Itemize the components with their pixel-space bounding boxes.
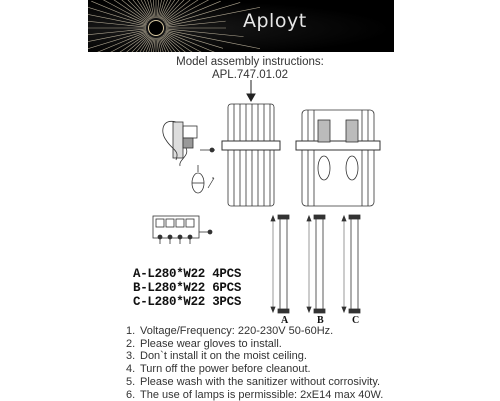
instruction-list bbox=[126, 325, 383, 401]
terminal-block-icon bbox=[153, 216, 212, 244]
part-a-rod bbox=[271, 215, 289, 313]
instruction-item: 5. Please wash with the sanitizer without corrosivity. bbox=[126, 375, 381, 388]
down-arrow-icon bbox=[247, 80, 255, 101]
part-label-c: C bbox=[352, 315, 360, 326]
parts-list-b: B-L280*W22 6PCS bbox=[133, 281, 242, 295]
lamp-front-view bbox=[222, 104, 280, 206]
instruction-item: 6. The use of lamps is permissible: 2xE14 max 40W. bbox=[126, 388, 384, 401]
parts-list-a: A-L280*W22 4PCS bbox=[133, 267, 242, 281]
part-c-rod bbox=[342, 215, 360, 313]
part-b-rod bbox=[307, 215, 325, 313]
parts-list-c: C-L280*W22 3PCS bbox=[133, 295, 242, 309]
lamp-assembled-view bbox=[296, 110, 380, 206]
part-label-a: A bbox=[281, 315, 289, 326]
instruction-item: 4. Turn off the power before cleanout. bbox=[126, 363, 311, 376]
model-number: APL.747.01.02 bbox=[211, 69, 289, 81]
instructions-title: Model assembly instructions: bbox=[176, 56, 324, 68]
instruction-item: 2. Please wear gloves to install. bbox=[126, 337, 282, 350]
instruction-item: 1. Voltage/Frequency: 220-230V 50-60Hz. bbox=[126, 325, 334, 337]
instruction-item: 3. Don`t install it on the moist ceiling. bbox=[126, 350, 307, 363]
wall-mount-side-view bbox=[163, 121, 215, 193]
part-label-b: B bbox=[317, 315, 324, 326]
brand-name: Aployt bbox=[243, 10, 307, 32]
